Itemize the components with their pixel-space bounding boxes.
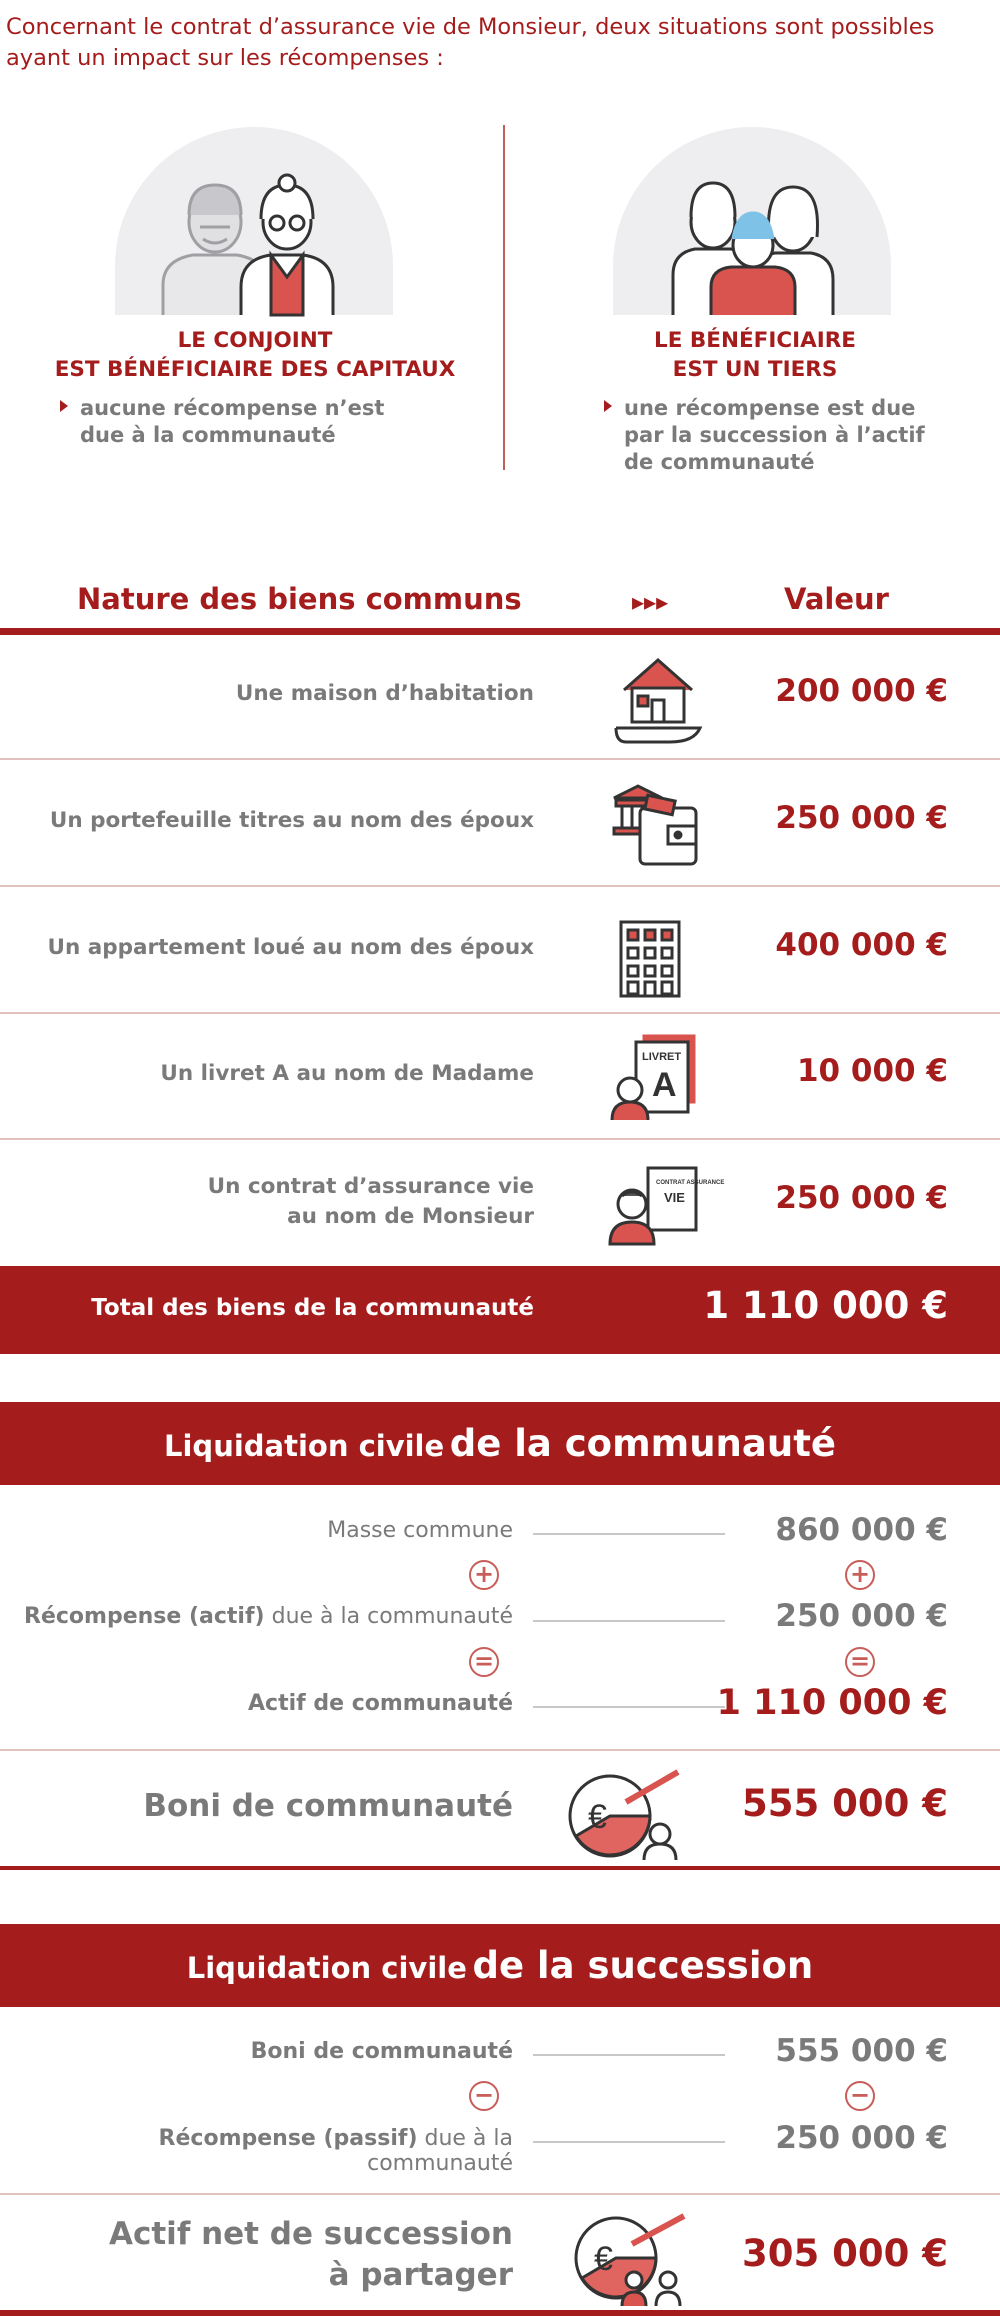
situation-2-desc-line2: par la succession à l’actif <box>624 423 925 447</box>
section-separator <box>0 2193 1000 2195</box>
minus-icon: − <box>469 2081 499 2111</box>
contract-small-label: CONTRAT ASSURANCE <box>656 1180 725 1186</box>
actif-net-label <box>0 2214 513 2296</box>
assurance-vie-contract-icon <box>608 1166 725 1250</box>
row-label-line1: Un portefeuille titres au nom des époux <box>49 808 534 833</box>
equals-icon: = <box>469 1647 499 1677</box>
situation-1-desc-line1: aucune récompense n’est <box>80 396 385 420</box>
recompense-actif-value: 250 000 € <box>775 1598 948 1634</box>
livret-letter: A <box>652 1066 677 1104</box>
row-label <box>14 1059 534 1089</box>
divider-vertical <box>503 125 505 470</box>
recompense-actif-bold: Récompense (actif) <box>24 1604 265 1629</box>
recompense-passif-label <box>13 2126 513 2176</box>
row-label-line1: Un appartement loué au nom des époux <box>47 935 534 960</box>
situation-2-title-line1: LE BÉNÉFICIAIRE <box>654 328 856 353</box>
banner-small-text: Liquidation civile <box>186 1951 467 1985</box>
row-label <box>14 933 534 963</box>
header-underline <box>0 628 1000 635</box>
row-separator <box>0 1138 1000 1140</box>
row-value: 200 000 € <box>775 673 948 709</box>
banner-large-text: de la communauté <box>449 1422 836 1465</box>
situation-2-desc-line3: de communauté <box>624 450 815 474</box>
equals-icon: = <box>845 1647 875 1677</box>
plus-icon: + <box>469 1560 499 1590</box>
family-illustration <box>613 127 891 315</box>
masse-commune-value: 860 000 € <box>775 1512 948 1548</box>
boni-label: Boni de communauté <box>143 1788 513 1824</box>
elderly-couple-icon <box>115 127 393 315</box>
row-label <box>14 806 534 836</box>
situation-2-description <box>624 395 994 476</box>
total-value: 1 110 000 € <box>703 1284 948 1327</box>
family-icon <box>613 127 891 315</box>
row-label <box>14 679 534 709</box>
actif-communaute-value: 1 110 000 € <box>716 1683 948 1723</box>
section-bottom-bar <box>0 2310 1000 2316</box>
contract-vie-label: VIE <box>664 1190 685 1205</box>
masse-commune-label: Masse commune <box>327 1518 513 1543</box>
row-value: 400 000 € <box>775 927 948 963</box>
situation-1-description <box>80 395 480 449</box>
header-arrows-icon: ▸▸▸ <box>632 588 669 616</box>
section-bottom-bar <box>0 1866 1000 1870</box>
intro-text: Concernant le contrat d’assurance vie de Monsieur, deux situations sont possibles ayant un impact sur les récompenses : <box>6 14 935 71</box>
row-separator <box>0 758 1000 760</box>
bullet-triangle-icon <box>604 400 612 412</box>
actif-net-value: 305 000 € <box>742 2232 948 2275</box>
apartment-building-icon <box>613 920 693 1004</box>
row-value: 250 000 € <box>775 800 948 836</box>
row-label-line1: Une maison d’habitation <box>235 681 534 706</box>
svg-text:€: € <box>588 1798 607 1836</box>
actif-communaute-label: Actif de communauté <box>248 1691 513 1716</box>
bullet-triangle-icon <box>60 400 68 412</box>
situation-1-title-line1: LE CONJOINT <box>177 328 333 353</box>
boni-value: 555 000 € <box>742 1782 948 1825</box>
row-label <box>14 1172 534 1232</box>
total-label: Total des biens de la communauté <box>91 1295 534 1321</box>
banner-large-text: de la succession <box>472 1944 814 1987</box>
recompense-passif-value: 250 000 € <box>775 2120 948 2156</box>
situation-1-title-line2: EST BÉNÉFICIAIRE DES CAPITAUX <box>54 357 456 382</box>
section-separator <box>0 1749 1000 1751</box>
banner-small-text: Liquidation civile <box>164 1429 445 1463</box>
plus-icon: + <box>845 1560 875 1590</box>
svg-text:€: € <box>594 2240 613 2278</box>
actif-net-label-line2: à partager <box>328 2257 513 2293</box>
recompense-actif-rest: due à la communauté <box>264 1604 513 1629</box>
situation-2-desc-line1: une récompense est due <box>624 396 916 420</box>
row-value: 250 000 € <box>775 1180 948 1216</box>
elderly-couple-illustration <box>115 127 393 315</box>
header-valeur: Valeur <box>784 582 889 616</box>
boni-communaute-value: 555 000 € <box>775 2033 948 2069</box>
banner-succession <box>0 1924 1000 2007</box>
boni-communaute-label: Boni de communauté <box>250 2039 513 2064</box>
row-label-line2: au nom de Monsieur <box>287 1204 534 1229</box>
minus-icon: − <box>845 2081 875 2111</box>
situation-1-desc-line2: due à la communauté <box>80 423 336 447</box>
row-separator <box>0 885 1000 887</box>
recompense-actif-label <box>13 1604 513 1629</box>
situation-2-title <box>520 326 990 384</box>
header-nature: Nature des biens communs <box>77 582 522 616</box>
situation-1-title <box>20 326 490 384</box>
actif-net-label-line1: Actif net de succession <box>109 2216 513 2252</box>
banner-communaute <box>0 1402 1000 1485</box>
row-label-line1: Un contrat d’assurance vie <box>207 1174 534 1199</box>
row-label-line1: Un livret A au nom de Madame <box>160 1061 534 1086</box>
livret-a-icon <box>608 1034 698 1124</box>
row-value: 10 000 € <box>796 1053 948 1089</box>
recompense-passif-rest: due à la communauté <box>367 2126 513 2176</box>
row-separator <box>0 1012 1000 1014</box>
livret-label: LIVRET <box>642 1051 682 1063</box>
situation-2-title-line2: EST UN TIERS <box>672 357 838 382</box>
recompense-passif-bold: Récompense (passif) <box>158 2126 418 2151</box>
